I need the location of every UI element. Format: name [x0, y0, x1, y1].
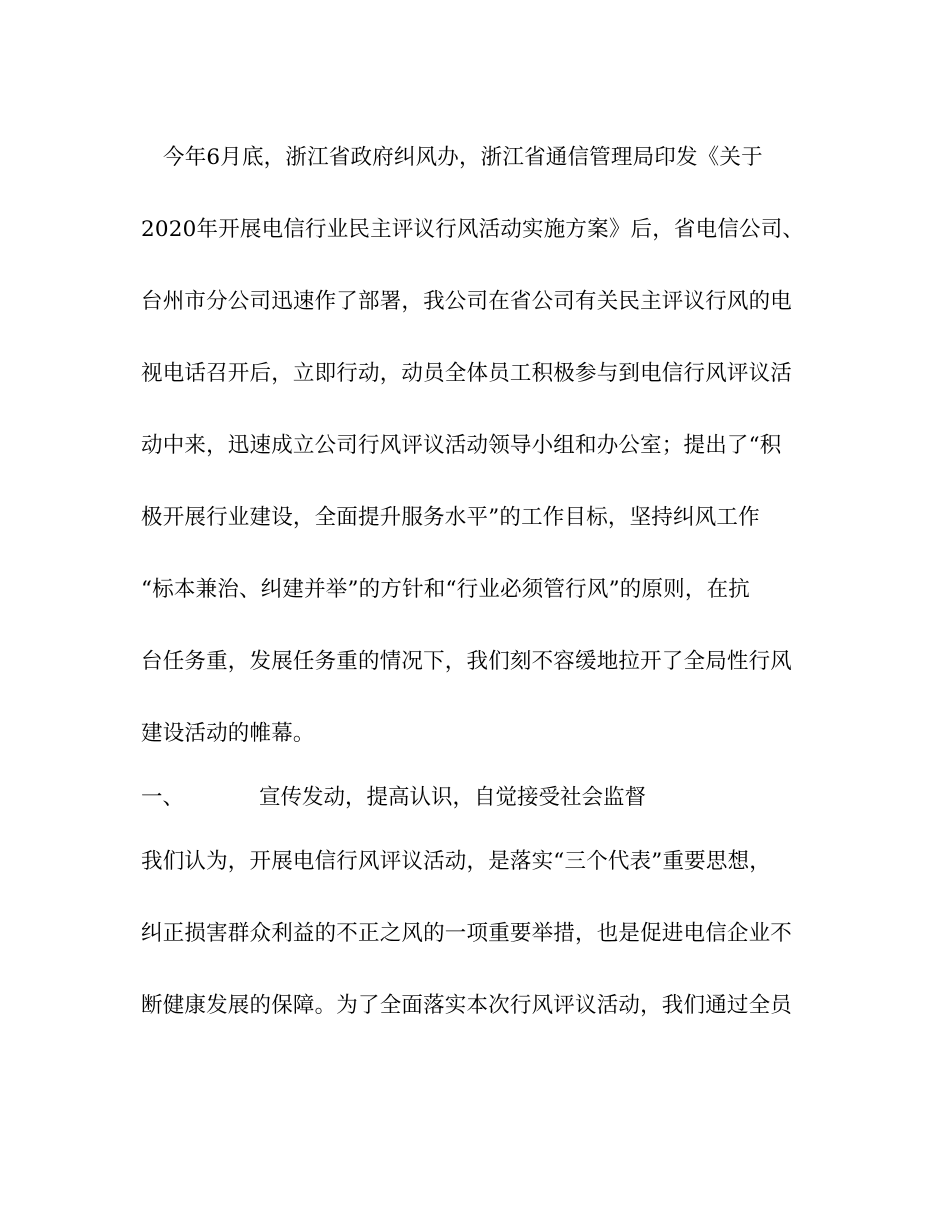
paragraph-1-line-7: “标本兼治、纠建并举”的方针和“行业必须管行风”的原则，在抗 [141, 577, 750, 602]
paragraph-2-line-2: 纠正损害群众利益的不正之风的一项重要举措，也是促进电信企业不 [141, 921, 793, 946]
paragraph-1-line-4: 视电话召开后，立即行动，动员全体员工积极参与到电信行风评议活 [141, 361, 793, 386]
paragraph-1-line-9: 建设活动的帷幕。 [141, 721, 315, 746]
paragraph-1-line-2: 2020年开展电信行业民主评议行风活动实施方案》后，省电信公司、 [141, 217, 805, 242]
paragraph-2-line-3: 断健康发展的保障。为了全面落实本次行风评议活动，我们通过全员 [141, 993, 793, 1018]
section-title: 宣传发动，提高认识，自觉接受社会监督 [259, 785, 647, 810]
paragraph-2-line-1: 我们认为，开展电信行风评议活动，是落实“三个代表”重要思想， [141, 849, 771, 874]
paragraph-1-line-1: 今年6月底，浙江省政府纠风办，浙江省通信管理局印发《关于 [163, 145, 763, 170]
paragraph-1-line-5: 动中来，迅速成立公司行风评议活动领导小组和办公室；提出了“积 [141, 433, 782, 458]
section-number: 一、 [141, 785, 185, 810]
section-heading [141, 782, 801, 814]
paragraph-1-line-8: 台任务重，发展任务重的情况下，我们刻不容缓地拉开了全局性行风 [141, 649, 793, 674]
paragraph-1-line-6: 极开展行业建设，全面提升服务水平”的工作目标，坚持纠风工作 [141, 505, 760, 530]
paragraph-1-line-3: 台州市分公司迅速作了部署，我公司在省公司有关民主评议行风的电 [141, 289, 793, 314]
